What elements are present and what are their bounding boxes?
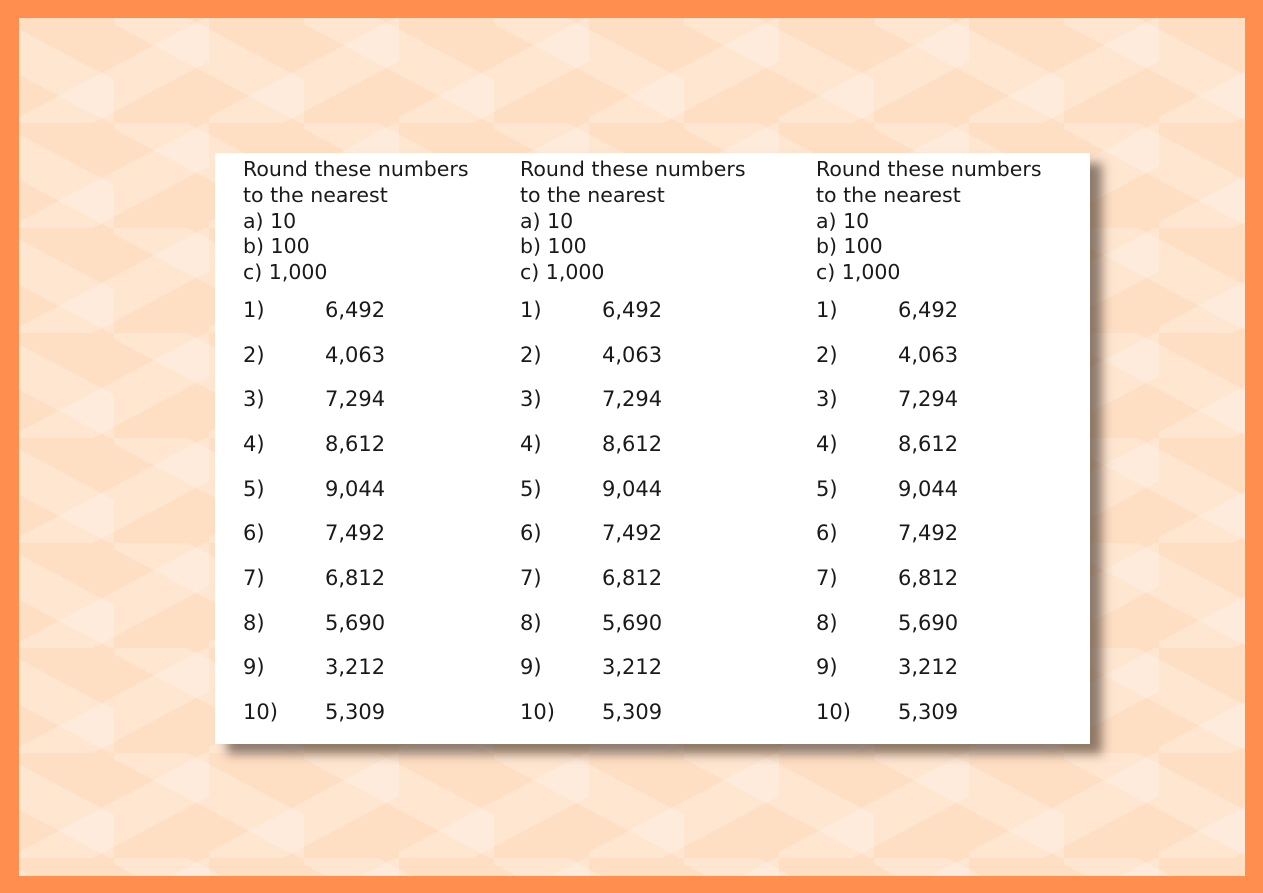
problem-row <box>243 476 503 521</box>
instruction-line: Round these numbers <box>816 157 1042 181</box>
instruction-line: to the nearest <box>816 182 961 207</box>
problem-value: 3,212 <box>325 655 386 680</box>
problem-number: 2) <box>243 342 265 367</box>
problem-row <box>816 610 1076 655</box>
problem-number: 1) <box>816 297 838 322</box>
problem-value: 8,612 <box>325 432 386 457</box>
problem-number: 2) <box>520 342 542 367</box>
problem-row <box>520 654 780 699</box>
problem-number: 8) <box>520 610 542 635</box>
problem-row <box>816 297 1076 342</box>
problem-value: 6,492 <box>898 297 959 322</box>
problem-value: 5,309 <box>898 700 959 725</box>
problem-row <box>520 699 780 744</box>
problem-value: 4,063 <box>898 342 959 367</box>
problem-row <box>520 520 780 565</box>
problem-row <box>520 610 780 655</box>
worksheet-column-3 <box>816 157 1076 744</box>
instructions <box>816 157 1076 286</box>
problem-number: 6) <box>520 521 542 546</box>
problem-row <box>816 699 1076 744</box>
problem-number: 4) <box>816 432 838 457</box>
problem-value: 6,812 <box>602 566 663 591</box>
problem-row <box>243 565 503 610</box>
problem-value: 9,044 <box>898 476 959 501</box>
problem-row <box>243 297 503 342</box>
problem-value: 5,309 <box>325 700 386 725</box>
instructions <box>243 157 503 286</box>
problem-row <box>243 699 503 744</box>
problem-row <box>520 565 780 610</box>
problem-list <box>816 297 1076 744</box>
problem-row <box>816 565 1076 610</box>
problem-number: 5) <box>520 476 542 501</box>
problem-row <box>816 342 1076 387</box>
problem-row <box>243 610 503 655</box>
problem-number: 4) <box>243 432 265 457</box>
problem-number: 9) <box>816 655 838 680</box>
problem-number: 1) <box>243 297 265 322</box>
problem-number: 10) <box>520 700 555 725</box>
problem-value: 6,812 <box>325 566 386 591</box>
problem-value: 5,309 <box>602 700 663 725</box>
problem-value: 7,294 <box>602 387 663 412</box>
problem-value: 7,492 <box>602 521 663 546</box>
worksheet-column-1 <box>243 157 503 744</box>
problem-row <box>816 654 1076 699</box>
problem-row <box>243 342 503 387</box>
problem-number: 10) <box>243 700 278 725</box>
problem-number: 7) <box>520 566 542 591</box>
rounding-option: c) 1,000 <box>243 260 328 285</box>
problem-row <box>520 297 780 342</box>
problem-row <box>520 476 780 521</box>
problem-number: 5) <box>816 476 838 501</box>
problem-number: 9) <box>520 655 542 680</box>
problem-value: 5,690 <box>898 610 959 635</box>
problem-number: 6) <box>816 521 838 546</box>
problem-row <box>243 386 503 431</box>
instruction-line: to the nearest <box>243 182 388 207</box>
problem-list <box>520 297 780 744</box>
problem-row <box>816 476 1076 521</box>
problem-row <box>243 520 503 565</box>
worksheet-column-2 <box>520 157 780 744</box>
problem-number: 1) <box>520 297 542 322</box>
problem-number: 4) <box>520 432 542 457</box>
rounding-option: a) 10 <box>243 208 297 233</box>
problem-value: 4,063 <box>325 342 386 367</box>
problem-row <box>520 342 780 387</box>
problem-value: 6,812 <box>898 566 959 591</box>
problem-number: 6) <box>243 521 265 546</box>
instruction-line: Round these numbers <box>520 157 746 181</box>
rounding-option: c) 1,000 <box>816 260 901 285</box>
problem-value: 7,294 <box>898 387 959 412</box>
problem-row <box>520 431 780 476</box>
problem-value: 5,690 <box>602 610 663 635</box>
chevron-background <box>19 18 1245 876</box>
instruction-line: to the nearest <box>520 182 665 207</box>
rounding-option: c) 1,000 <box>520 260 605 285</box>
worksheet <box>215 153 1090 744</box>
problem-value: 9,044 <box>325 476 386 501</box>
problem-value: 7,492 <box>325 521 386 546</box>
problem-value: 6,492 <box>325 297 386 322</box>
problem-value: 3,212 <box>898 655 959 680</box>
problem-row <box>243 654 503 699</box>
rounding-option: b) 100 <box>243 234 310 259</box>
problem-value: 4,063 <box>602 342 663 367</box>
problem-number: 7) <box>243 566 265 591</box>
problem-number: 3) <box>816 387 838 412</box>
problem-row <box>520 386 780 431</box>
problem-number: 10) <box>816 700 851 725</box>
problem-value: 5,690 <box>325 610 386 635</box>
problem-value: 3,212 <box>602 655 663 680</box>
problem-value: 9,044 <box>602 476 663 501</box>
problem-number: 8) <box>243 610 265 635</box>
problem-value: 8,612 <box>898 432 959 457</box>
rounding-option: a) 10 <box>520 208 574 233</box>
problem-row <box>816 431 1076 476</box>
problem-value: 7,492 <box>898 521 959 546</box>
problem-value: 6,492 <box>602 297 663 322</box>
problem-list <box>243 297 503 744</box>
problem-number: 2) <box>816 342 838 367</box>
instructions <box>520 157 780 286</box>
rounding-option: b) 100 <box>816 234 883 259</box>
problem-row <box>816 520 1076 565</box>
problem-number: 9) <box>243 655 265 680</box>
problem-number: 8) <box>816 610 838 635</box>
problem-number: 7) <box>816 566 838 591</box>
problem-number: 3) <box>243 387 265 412</box>
rounding-option: b) 100 <box>520 234 587 259</box>
problem-number: 5) <box>243 476 265 501</box>
instruction-line: Round these numbers <box>243 157 469 181</box>
problem-number: 3) <box>520 387 542 412</box>
problem-value: 8,612 <box>602 432 663 457</box>
problem-row <box>816 386 1076 431</box>
problem-value: 7,294 <box>325 387 386 412</box>
problem-row <box>243 431 503 476</box>
rounding-option: a) 10 <box>816 208 870 233</box>
